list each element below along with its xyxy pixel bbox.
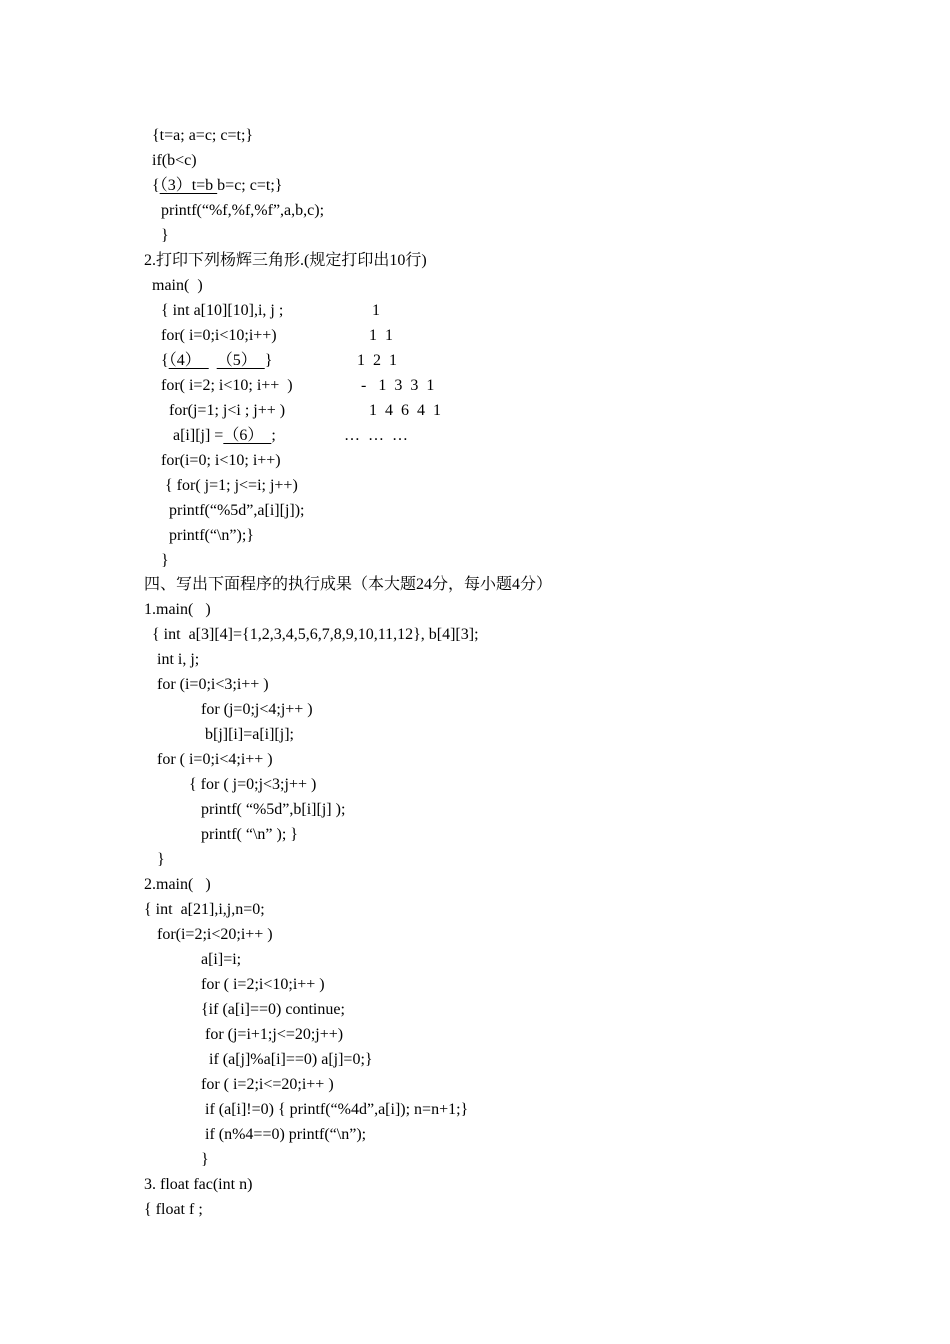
triangle-row: 1 4 6 4 1 <box>369 402 441 419</box>
code-line: main( ) <box>152 277 203 294</box>
code-line: printf(“%f,%f,%f”,a,b,c); <box>161 202 325 219</box>
code-line-with-blank: a[i][j] =（6） ; <box>173 427 276 444</box>
code-line: { int a[10][10],i, j ; <box>161 302 284 319</box>
code-line: for (j=0;j<4;j++ ) <box>201 701 313 718</box>
code-line: for ( i=2;i<10;i++ ) <box>201 976 325 993</box>
answer-blank-6: （6） <box>223 427 272 444</box>
code-line: for( i=0;i<10;i++) <box>161 327 277 344</box>
code-line: a[i]=i; <box>201 951 242 968</box>
code-line: printf( “\n” ); } <box>201 826 298 843</box>
code-line: if (n%4==0) printf(“\n”); <box>205 1126 367 1143</box>
triangle-row: … … … <box>344 427 408 444</box>
question-heading: 2.打印下列杨辉三角形.(规定打印出10行) <box>144 252 427 269</box>
code-line: int i, j; <box>157 651 200 668</box>
code-line: { for( j=1; j<=i; j++) <box>165 477 298 494</box>
code-line: printf(“\n”);} <box>169 527 254 544</box>
code-line: if (a[i]!=0) { printf(“%4d”,a[i]); n=n+1;} <box>205 1101 469 1118</box>
code-line: { int a[21],i,j,n=0; <box>144 901 265 918</box>
code-line: } <box>161 227 169 244</box>
code-line: } <box>201 1151 209 1168</box>
triangle-row: - 1 3 3 1 <box>361 377 435 394</box>
triangle-row: 1 1 <box>369 327 393 344</box>
code-line: if (a[j]%a[i]==0) a[j]=0;} <box>209 1051 373 1068</box>
code-line-with-blank: {（3）t=b b=c; c=t;} <box>152 177 283 194</box>
code-line: for( i=2; i<10; i++ ) <box>161 377 293 394</box>
answer-blank-5: （5） <box>216 352 265 369</box>
code-line: if(b<c) <box>152 152 197 169</box>
code-line: for ( i=2;i<=20;i++ ) <box>201 1076 334 1093</box>
code-line: { for ( j=0;j<3;j++ ) <box>189 776 317 793</box>
code-line-with-blank: {（4） （5） } <box>161 352 273 369</box>
code-line: } <box>157 851 165 868</box>
code-line: {t=a; a=c; c=t;} <box>152 127 254 144</box>
code-line: } <box>161 552 169 569</box>
code-line: { float f ; <box>144 1201 203 1218</box>
question-heading: 1.main( ) <box>144 601 211 618</box>
question-heading: 3. float fac(int n) <box>144 1176 253 1193</box>
code-line: for ( i=0;i<4;i++ ) <box>157 751 273 768</box>
answer-blank-4: （4） <box>168 352 209 369</box>
code-line: {if (a[i]==0) continue; <box>201 1001 345 1018</box>
code-line: printf(“%5d”,a[i][j]); <box>169 502 305 519</box>
code-line: b[j][i]=a[i][j]; <box>205 726 294 743</box>
question-heading: 2.main( ) <box>144 876 211 893</box>
code-line: for (i=0;i<3;i++ ) <box>157 676 269 693</box>
code-line: { int a[3][4]={1,2,3,4,5,6,7,8,9,10,11,12}, b[4][3]; <box>152 626 479 643</box>
code-line: for(i=0; i<10; i++) <box>161 452 281 469</box>
triangle-row: 1 2 1 <box>357 352 397 369</box>
code-line: for(i=2;i<20;i++ ) <box>157 926 273 943</box>
answer-blank-3: （3）t=b <box>159 177 218 194</box>
code-line: for (j=i+1;j<=20;j++) <box>205 1026 344 1043</box>
code-line: printf( “%5d”,b[i][j] ); <box>201 801 346 818</box>
code-line: for(j=1; j<i ; j++ ) <box>169 402 286 419</box>
triangle-row: 1 <box>372 302 380 319</box>
section-heading: 四、写出下面程序的执行成果（本大题24分，每小题4分） <box>144 576 553 593</box>
